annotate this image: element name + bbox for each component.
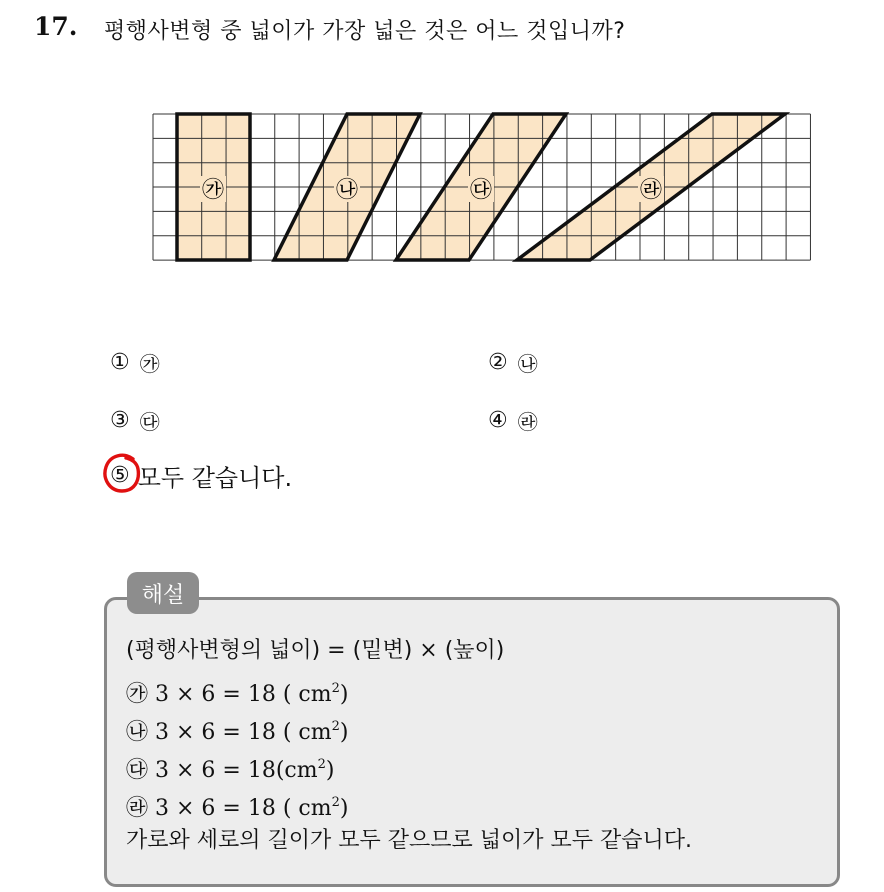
- calc-expr-na: 3 × 6 = 18 ( cm: [148, 720, 332, 745]
- label-ga: ㉮: [201, 178, 225, 203]
- choice-2-number: ②: [488, 350, 508, 375]
- calc-close-ga: ): [339, 682, 349, 707]
- question-text: 평행사변형 중 넓이가 가장 넓은 것은 어느 것입니까?: [104, 19, 626, 44]
- answer-mark-circle: [102, 451, 142, 495]
- formula-equals: =: [320, 638, 353, 663]
- calc-close-da: ): [325, 758, 335, 783]
- choice-1-label: ㉮: [139, 352, 160, 376]
- choice-2[interactable]: [488, 348, 538, 377]
- label-da: ㉰: [469, 178, 493, 203]
- choice-4[interactable]: [488, 406, 538, 435]
- choice-1-number: ①: [110, 350, 130, 375]
- area-formula: [126, 632, 836, 670]
- calc-row-ra: [126, 784, 836, 822]
- calc-label-ra: ㉱: [126, 796, 149, 821]
- parallelogram-grid-figure: [0, 0, 884, 300]
- calc-close-ra: ): [339, 796, 349, 821]
- choice-5-number: ⑤: [110, 463, 130, 488]
- calc-sup-na: 2: [331, 719, 340, 734]
- explanation-tab: 해설: [127, 572, 199, 614]
- choice-3[interactable]: [110, 406, 160, 435]
- calc-sup-ga: 2: [331, 681, 340, 696]
- calc-row-na: [126, 708, 836, 746]
- formula-left: (평행사변형의 넓이): [126, 638, 321, 663]
- calc-expr-ga: 3 × 6 = 18 ( cm: [148, 682, 332, 707]
- explanation-content: [126, 632, 836, 860]
- explanation-conclusion: 가로와 세로의 길이가 모두 같으므로 넓이가 모두 같습니다.: [126, 828, 692, 853]
- formula-times: ×: [412, 638, 445, 663]
- choice-5-label: 모두 같습니다.: [137, 464, 293, 492]
- label-ra: ㉱: [639, 178, 663, 203]
- calc-sup-ra: 2: [331, 795, 340, 810]
- calc-close-na: ): [339, 720, 349, 745]
- calc-expr-da: 3 × 6 = 18(cm: [148, 758, 318, 783]
- calc-row-da: [126, 746, 836, 784]
- calc-label-na: ㉯: [126, 720, 149, 745]
- choice-4-label: ㉱: [517, 410, 538, 434]
- choice-2-label: ㉯: [517, 352, 538, 376]
- calc-label-ga: ㉮: [126, 682, 149, 707]
- calc-row-ga: [126, 670, 836, 708]
- label-na: ㉯: [335, 178, 359, 203]
- choice-1[interactable]: [110, 348, 160, 377]
- calc-label-da: ㉰: [126, 758, 149, 783]
- choice-3-label: ㉰: [139, 410, 160, 434]
- choice-3-number: ③: [110, 408, 130, 433]
- formula-height: (높이): [444, 638, 505, 663]
- question-number: 17.: [34, 12, 78, 41]
- calc-sup-da: 2: [317, 757, 326, 772]
- choice-4-number: ④: [488, 408, 508, 433]
- formula-base: (밑변): [352, 638, 413, 663]
- calc-expr-ra: 3 × 6 = 18 ( cm: [148, 796, 332, 821]
